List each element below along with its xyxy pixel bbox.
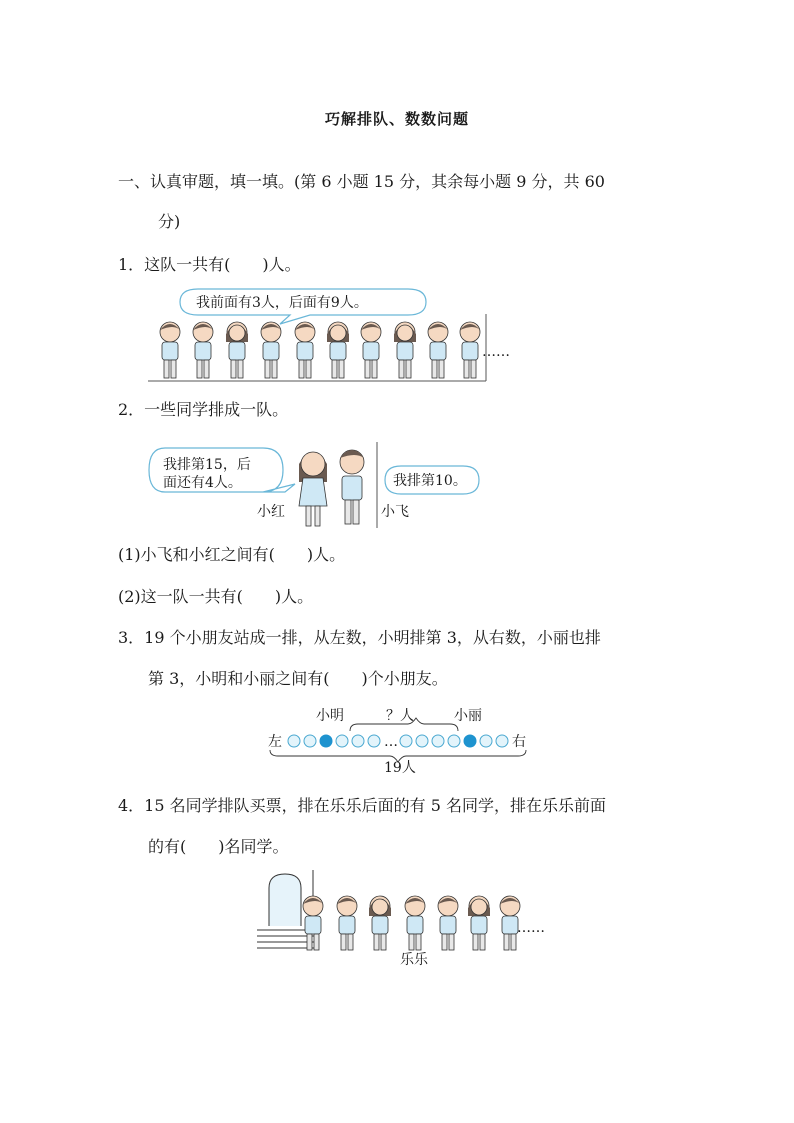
label-question-people: ？人 xyxy=(386,708,414,724)
kid-lele xyxy=(405,896,425,950)
bubble-text: 我前面有3人，后面有9人。 xyxy=(196,295,368,311)
bubble-left-line1: 我排第15，后 xyxy=(163,457,251,473)
question-2-sub-2: (2)这一队一共有( )人。 xyxy=(118,587,314,606)
child-circle xyxy=(432,735,444,747)
kid-figure xyxy=(193,322,213,378)
label-left: 左 xyxy=(268,734,282,750)
kid-figure xyxy=(369,896,391,950)
kid-figure xyxy=(226,322,248,378)
child-circle-xiaoli xyxy=(464,735,476,747)
label-right: 右 xyxy=(512,734,526,750)
kid-figure xyxy=(261,322,281,378)
child-circle xyxy=(304,735,316,747)
ellipsis: … xyxy=(384,734,398,750)
bubble-left-line2: 面还有4人。 xyxy=(163,475,242,491)
kid-figure xyxy=(394,322,416,378)
child-circle xyxy=(352,735,364,747)
question-2-text: 2．一些同学排成一队。 xyxy=(118,400,289,419)
child-circle xyxy=(496,735,508,747)
question-1-figure xyxy=(140,284,520,386)
section-heading-cont: 分) xyxy=(158,212,181,231)
child-circle xyxy=(416,735,428,747)
kid-xiaofei xyxy=(340,450,364,524)
question-4-line2: 的有( )名同学。 xyxy=(148,837,289,856)
kid-figure xyxy=(337,896,357,950)
child-circle xyxy=(480,735,492,747)
kid-figure xyxy=(295,322,315,378)
child-circle xyxy=(368,735,380,747)
section-heading: 一、认真审题，填一填。(第 6 小题 15 分，其余每小题 9 分，共 60 xyxy=(118,172,605,191)
kid-figure xyxy=(468,896,490,950)
question-2-figure xyxy=(145,440,485,532)
label-xiaoming: 小明 xyxy=(316,708,344,724)
ellipsis-dots: …… xyxy=(517,920,545,936)
name-xiaohong: 小红 xyxy=(257,504,285,520)
kids-row xyxy=(160,322,480,378)
child-circle xyxy=(400,735,412,747)
label-xiaoli: 小丽 xyxy=(454,708,482,724)
child-circle xyxy=(336,735,348,747)
kid-figure xyxy=(460,322,480,378)
ticket-window xyxy=(269,874,301,926)
child-circle-xiaoming xyxy=(320,735,332,747)
question-4-figure xyxy=(255,866,545,970)
page-title: 巧解排队、数数问题 xyxy=(324,110,469,128)
question-3-line2: 第 3，小明和小丽之间有( )个小朋友。 xyxy=(148,669,448,688)
kid-figure xyxy=(361,322,381,378)
kid-xiaohong xyxy=(299,452,327,526)
question-2-sub-1: (1)小飞和小红之间有( )人。 xyxy=(118,545,346,564)
kid-figure xyxy=(160,322,180,378)
bubble-right-text: 我排第10。 xyxy=(393,473,467,489)
kid-figure xyxy=(327,322,349,378)
child-circle xyxy=(288,735,300,747)
kid-figure xyxy=(438,896,458,950)
kid-figure xyxy=(428,322,448,378)
question-1-text: 1．这队一共有( )人。 xyxy=(118,255,301,274)
question-4-line1: 4．15 名同学排队买票，排在乐乐后面的有 5 名同学，排在乐乐前面 xyxy=(118,796,606,815)
label-total: 19人 xyxy=(384,760,416,776)
child-circle xyxy=(448,735,460,747)
ellipsis-dots: …… xyxy=(482,344,510,360)
label-lele: 乐乐 xyxy=(400,952,428,968)
question-3-diagram xyxy=(266,706,532,776)
name-xiaofei: 小飞 xyxy=(381,504,409,520)
question-3-line1: 3．19 个小朋友站成一排，从左数，小明排第 3，从右数，小丽也排 xyxy=(118,628,601,647)
